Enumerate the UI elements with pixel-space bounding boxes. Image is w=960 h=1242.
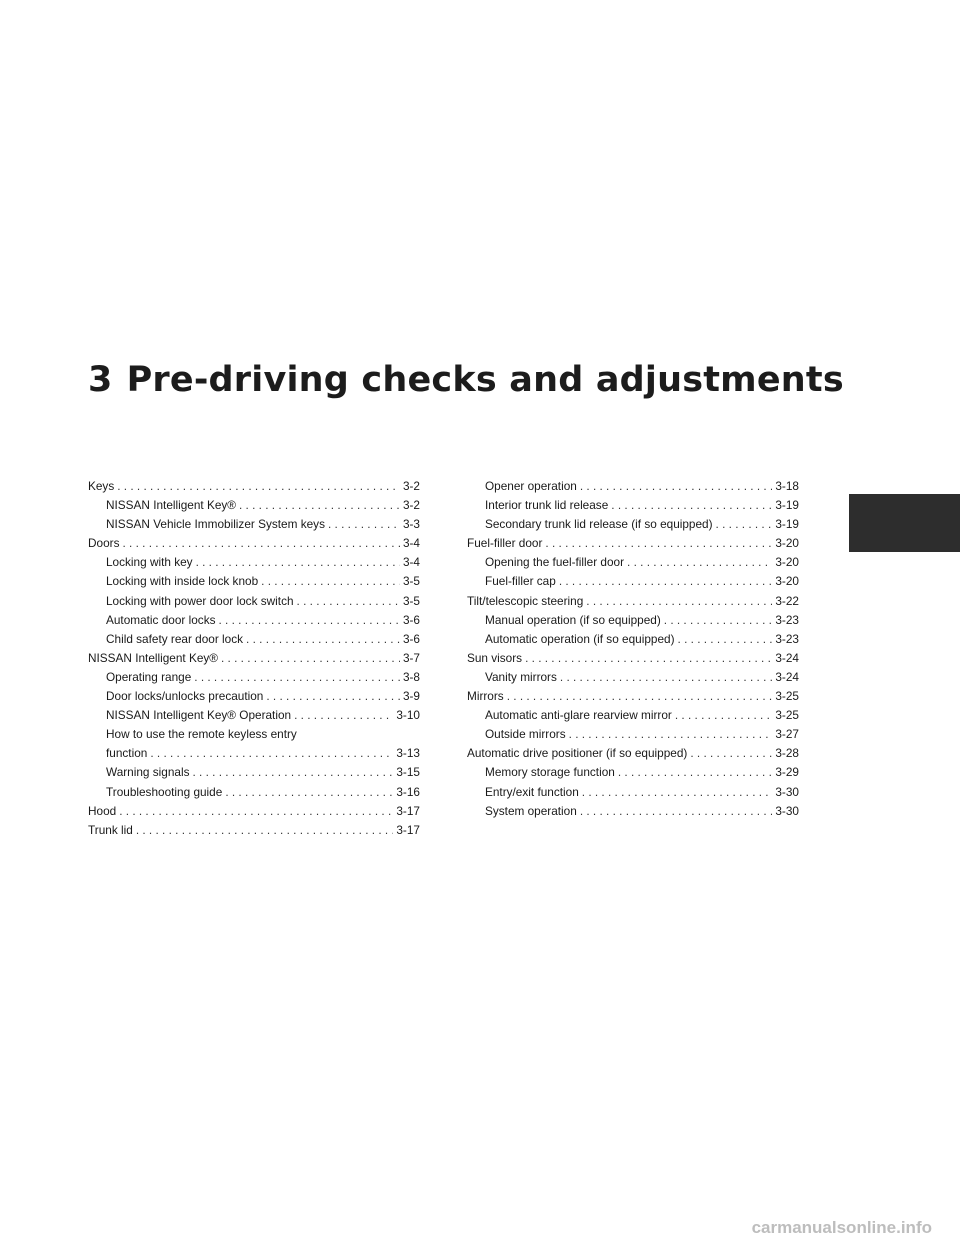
toc-leader-dots — [569, 725, 773, 744]
toc-entry-page: 3-23 — [775, 631, 799, 646]
toc-leader-dots — [716, 515, 773, 534]
toc-entry[interactable] — [88, 649, 420, 668]
toc-entry[interactable] — [467, 744, 799, 763]
toc-leader-dots — [582, 783, 773, 802]
toc-entry[interactable] — [88, 821, 420, 840]
toc-leader-dots — [507, 687, 773, 706]
toc-entry-title: Opening the fuel-filler door — [485, 555, 625, 570]
toc-leader-dots — [117, 477, 400, 496]
toc-leader-dots — [219, 611, 400, 630]
toc-entry[interactable] — [88, 611, 420, 630]
toc-entry-page: 3-20 — [775, 574, 799, 589]
toc-entry[interactable] — [467, 534, 799, 553]
toc-leader-dots — [690, 744, 772, 763]
toc-entry-title: Doors — [88, 536, 120, 551]
toc-leader-dots — [294, 706, 393, 725]
toc-entry-title: function — [106, 746, 148, 761]
toc-entry-title: Manual operation (if so equipped) — [485, 612, 661, 627]
toc-entry-title: Keys — [88, 479, 115, 493]
toc-leader-dots — [193, 763, 394, 782]
toc-entry-title: Child safety rear door lock — [106, 631, 244, 646]
toc-leader-dots — [586, 592, 772, 611]
toc-entry-title: Automatic drive positioner (if so equipped) — [467, 746, 688, 761]
toc-leader-dots — [525, 649, 772, 668]
toc-entry-title: NISSAN Intelligent Key® — [88, 650, 218, 665]
toc-entry-title: Locking with power door lock switch — [106, 593, 294, 608]
toc-entry[interactable] — [467, 706, 799, 725]
toc-entry-title: Door locks/unlocks precaution — [106, 689, 264, 704]
toc-left-column — [88, 477, 420, 840]
toc-leader-dots — [664, 611, 773, 630]
toc-entry[interactable] — [467, 783, 799, 802]
toc-leader-dots — [122, 534, 399, 553]
toc-leader-dots — [246, 630, 400, 649]
toc-entry[interactable] — [88, 592, 420, 611]
toc-entry-title: Mirrors — [467, 689, 504, 704]
toc-entry-page: 3-20 — [775, 536, 799, 551]
toc-entry-title: Secondary trunk lid release (if so equipped) — [485, 517, 713, 532]
toc-entry-title: NISSAN Vehicle Immobilizer System keys — [106, 517, 325, 532]
toc-entry-title: Entry/exit function — [485, 784, 579, 799]
toc-entry[interactable] — [467, 687, 799, 706]
toc-entry[interactable] — [88, 687, 420, 706]
toc-entry-page: 3-30 — [775, 803, 799, 818]
toc-entry-page: 3-24 — [775, 650, 799, 665]
toc-entry[interactable] — [467, 553, 799, 572]
toc-entry-title: Troubleshooting guide — [106, 784, 223, 799]
toc-entry[interactable] — [88, 706, 420, 725]
toc-entry-title: Sun visors — [467, 650, 523, 665]
toc-leader-dots — [136, 821, 394, 840]
toc-leader-dots — [580, 477, 773, 496]
chapter-number: 3 — [88, 360, 113, 400]
toc-entry-page: 3-30 — [775, 784, 799, 799]
toc-leader-dots — [618, 763, 773, 782]
toc-entry-title: Memory storage function — [485, 765, 615, 780]
toc-entry-page: 3-4 — [402, 536, 420, 551]
toc-entry-page: 3-9 — [402, 689, 420, 704]
toc-entry[interactable] — [467, 668, 799, 687]
toc-entry-title: Hood — [88, 803, 117, 818]
toc-entry[interactable] — [88, 496, 420, 515]
toc-entry-page: 3-17 — [396, 822, 420, 837]
toc-entry[interactable] — [467, 496, 799, 515]
toc-entry[interactable] — [88, 553, 420, 572]
toc-leader-dots — [675, 706, 773, 725]
chapter-title — [88, 360, 844, 400]
toc-entry-page: 3-2 — [402, 498, 420, 513]
toc-entry-page: 3-18 — [775, 479, 799, 493]
toc-leader-dots — [225, 783, 393, 802]
toc-entry-title: Locking with key — [106, 555, 193, 570]
toc-entry-page: 3-19 — [775, 517, 799, 532]
toc-entry-title: Trunk lid — [88, 822, 133, 837]
toc-entry-page: 3-10 — [396, 708, 420, 723]
toc-entry-page: 3-25 — [775, 689, 799, 704]
toc-entry-page: 3-5 — [402, 574, 420, 589]
toc-entry-page: 3-15 — [396, 765, 420, 780]
toc-leader-dots — [119, 802, 393, 821]
toc-entry-page: 3-29 — [775, 765, 799, 780]
chapter-title-text: Pre-driving checks and adjustments — [126, 360, 844, 400]
toc-entry-title: Automatic operation (if so equipped) — [485, 631, 675, 646]
toc-entry-page: 3-13 — [396, 746, 420, 761]
toc-entry[interactable] — [467, 611, 799, 630]
toc-entry-page: 3-27 — [775, 727, 799, 742]
toc-entry-title: Automatic door locks — [106, 612, 216, 627]
toc-entry[interactable] — [467, 477, 799, 496]
watermark-text: carmanualsonline.info — [751, 1218, 932, 1237]
toc-entry[interactable] — [88, 534, 420, 553]
toc-entry-page: 3-22 — [775, 593, 799, 608]
toc-entry-page: 3-3 — [402, 517, 420, 532]
toc-entry-title: Vanity mirrors — [485, 669, 557, 684]
toc-leader-dots — [627, 553, 772, 572]
toc-leader-dots — [150, 744, 393, 763]
toc-entry-title: Tilt/telescopic steering — [467, 593, 584, 608]
toc-entry-page: 3-8 — [402, 669, 420, 684]
toc-leader-dots — [560, 668, 772, 687]
toc-entry[interactable] — [88, 744, 420, 763]
toc-leader-dots — [261, 572, 400, 591]
toc-entry-page: 3-19 — [775, 498, 799, 513]
toc-entry-page: 3-5 — [402, 593, 420, 608]
toc-entry-page: 3-23 — [775, 612, 799, 627]
toc-entry-page: 3-20 — [775, 555, 799, 570]
toc-entry-title: How to use the remote keyless entry — [106, 727, 297, 742]
toc-entry-title: Interior trunk lid release — [485, 498, 609, 513]
toc-entry-page: 3-17 — [396, 803, 420, 818]
toc-entry-title: Opener operation — [485, 479, 577, 493]
toc-leader-dots — [328, 515, 400, 534]
toc-entry[interactable] — [467, 572, 799, 591]
toc-right-column — [467, 477, 799, 821]
toc-entry[interactable] — [467, 630, 799, 649]
toc-entry[interactable] — [88, 477, 420, 496]
toc-leader-dots — [580, 802, 773, 821]
toc-entry-page: 3-6 — [402, 612, 420, 627]
toc-leader-dots — [559, 572, 773, 591]
toc-entry-title: NISSAN Intelligent Key® — [106, 498, 236, 513]
toc-entry[interactable] — [88, 725, 420, 744]
toc-entry[interactable] — [88, 630, 420, 649]
toc-entry-page: 3-7 — [402, 650, 420, 665]
toc-entry-title: Operating range — [106, 669, 192, 684]
toc-entry-page: 3-28 — [775, 746, 799, 761]
toc-entry[interactable] — [467, 649, 799, 668]
toc-entry-title: Fuel-filler door — [467, 536, 543, 551]
toc-entry[interactable] — [88, 783, 420, 802]
toc-entry-title: Automatic anti-glare rearview mirror — [485, 708, 672, 723]
toc-entry-title: Outside mirrors — [485, 727, 566, 742]
toc-entry-title: Warning signals — [106, 765, 190, 780]
toc-entry[interactable] — [88, 572, 420, 591]
toc-entry-page: 3-4 — [402, 555, 420, 570]
toc-leader-dots — [196, 553, 400, 572]
toc-entry-title: System operation — [485, 803, 577, 818]
toc-entry[interactable] — [467, 725, 799, 744]
toc-entry-page: 3-25 — [775, 708, 799, 723]
toc-entry[interactable] — [88, 668, 420, 687]
toc-entry-title: NISSAN Intelligent Key® Operation — [106, 708, 292, 723]
toc-entry-title: Locking with inside lock knob — [106, 574, 259, 589]
toc-entry[interactable] — [88, 763, 420, 782]
toc-leader-dots — [221, 649, 400, 668]
toc-entry-page: 3-16 — [396, 784, 420, 799]
toc-leader-dots — [545, 534, 772, 553]
toc-entry[interactable] — [467, 515, 799, 534]
toc-entry-page: 3-6 — [402, 631, 420, 646]
toc-leader-dots — [297, 592, 400, 611]
toc-leader-dots — [239, 496, 400, 515]
chapter-side-tab — [849, 494, 960, 552]
toc-entry[interactable] — [467, 592, 799, 611]
toc-entry-page: 3-24 — [775, 669, 799, 684]
toc-entry[interactable] — [467, 802, 799, 821]
toc-entry[interactable] — [467, 763, 799, 782]
toc-leader-dots — [678, 630, 773, 649]
toc-leader-dots — [194, 668, 400, 687]
toc-leader-dots — [611, 496, 772, 515]
toc-entry-title: Fuel-filler cap — [485, 574, 556, 589]
toc-entry[interactable] — [88, 515, 420, 534]
toc-leader-dots — [266, 687, 400, 706]
toc-entry-page: 3-2 — [402, 479, 420, 493]
toc-entry[interactable] — [88, 802, 420, 821]
